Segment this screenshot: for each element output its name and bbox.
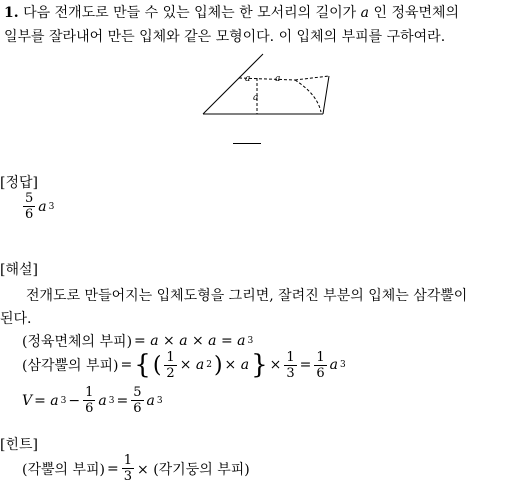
explanation-header: [해설] [0, 262, 38, 278]
explanation-text-1: 전개도로 만들어지는 입체도형을 그리면, 잘려진 부분의 입체는 삼각뿔이 [26, 288, 468, 304]
answer-header: [정답] [0, 175, 38, 191]
answer-fraction: $\frac{5}{6}$ [25, 191, 34, 222]
answer-value: $\frac{5}{6}$ a 3 [25, 191, 55, 222]
figure-right-edge [323, 76, 329, 114]
figure-label-a-2: a [275, 74, 281, 84]
net-figure [195, 52, 335, 147]
explanation-text-2: 된다. [0, 311, 32, 327]
equation-final-volume: V = a 3 − $\frac{1}{6}$ a 3 = $\frac{5}{6}$ a 3 [22, 385, 163, 416]
figure-label-a-3: a [253, 93, 259, 103]
equation-cube-volume: (정육면체의 부피) = a × a × a = a 3 [22, 333, 254, 350]
figure-dashed-top [295, 76, 329, 80]
figure-label-a-1: a [245, 74, 251, 84]
question-number: 1. [4, 5, 19, 21]
hint-header: [힌트] [0, 437, 38, 453]
hint-equation: (각뿔의 부피) = $\frac{1}{3}$ × (각기둥의 부피) [22, 453, 250, 484]
question-var-a: a [360, 5, 370, 21]
figure-diagonal-edge [203, 54, 263, 114]
question-line-1 [4, 2, 459, 22]
question-text-1: 다음 전개도로 만들 수 있는 입체는 한 모서리의 길이가 [23, 5, 357, 21]
answer-blank [233, 143, 261, 144]
question-text-1-end: 인 정육면체의 [373, 5, 460, 21]
figure-dashed-arc [295, 80, 321, 112]
question-line-2: 일부를 잘라내어 만든 입체와 같은 모형이다. 이 입체의 부피를 구하여라. [4, 29, 446, 45]
equation-pyramid-volume: (삼각뿔의 부피) = { ( $\frac{1}{2}$ × a 2 ) × a } × $\frac{1}{3}$ = $\frac{1}{6}$ a 3 [22, 349, 346, 381]
